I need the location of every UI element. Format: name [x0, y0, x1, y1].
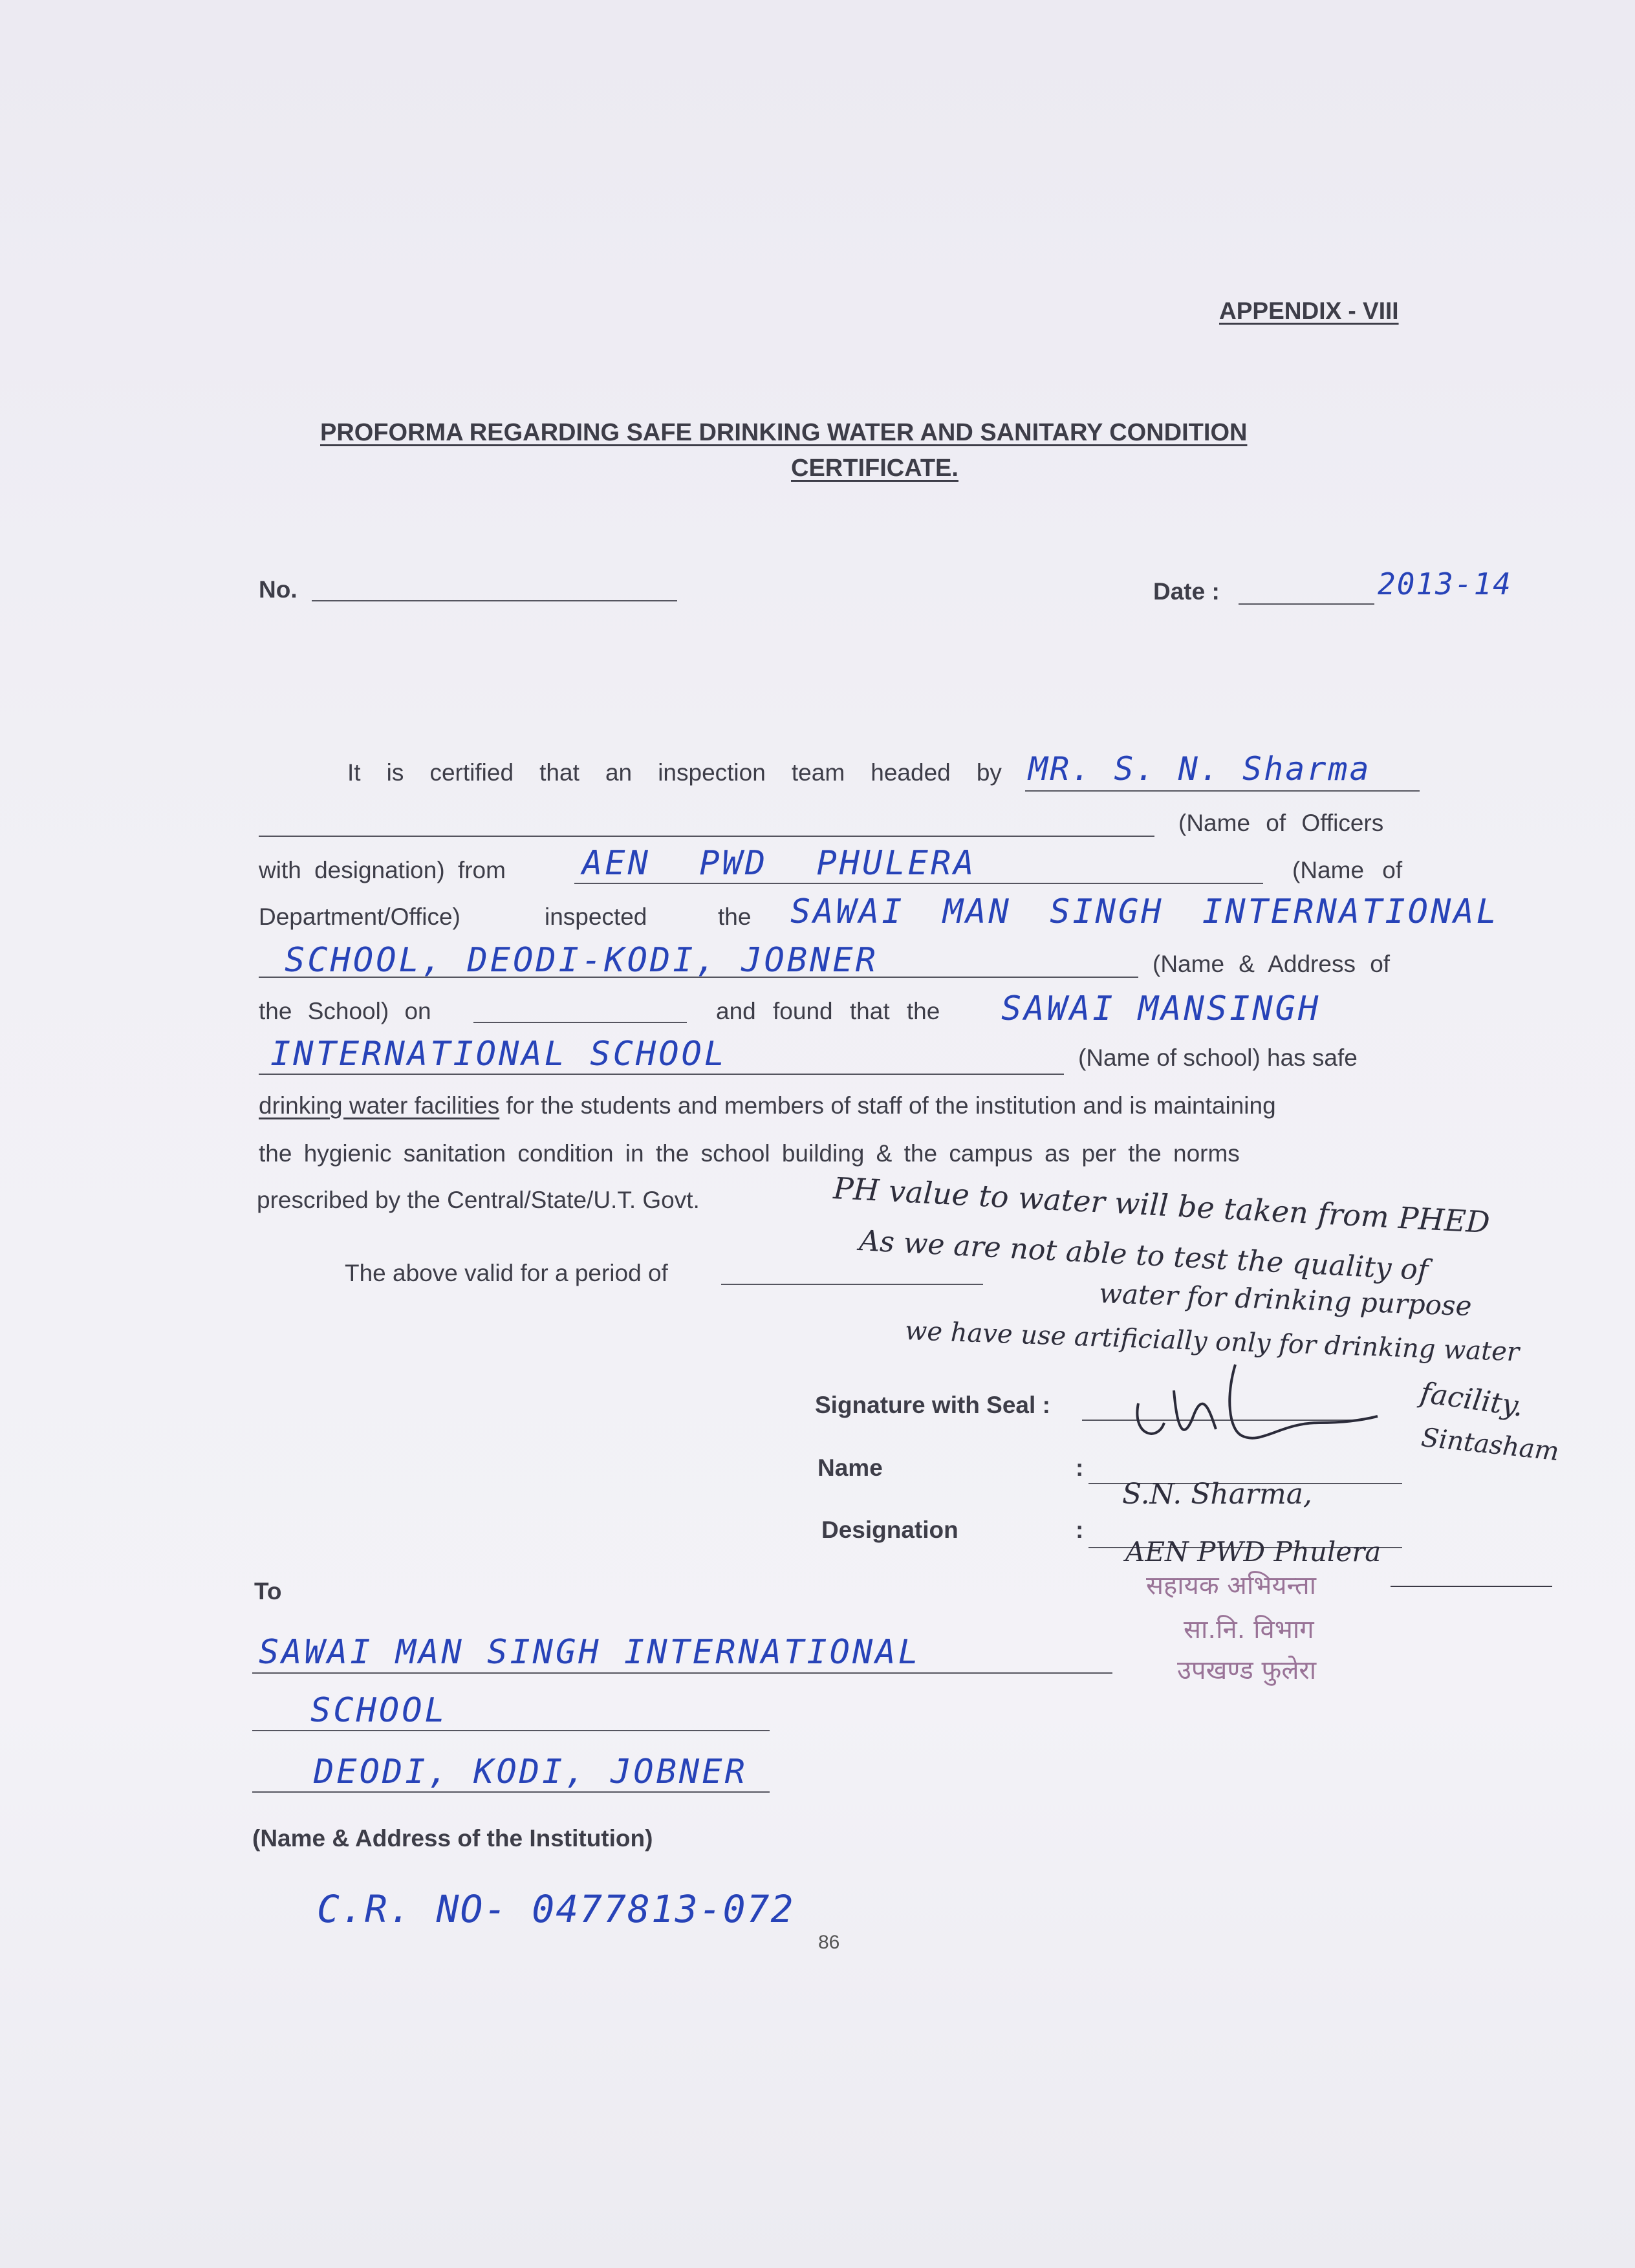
form-title-line1: PROFORMA REGARDING SAFE DRINKING WATER AND SANITARY CONDITION [320, 419, 1248, 446]
no-field-line [312, 600, 677, 601]
designation-from-label: with designation) from [259, 857, 506, 883]
signature-label: Signature with Seal : [815, 1392, 1050, 1418]
department-office-label: Department/Office) [259, 903, 460, 930]
designation-label: Designation [821, 1517, 958, 1543]
page-number: 86 [818, 1932, 840, 1953]
drinking-water-facilities-text: drinking water facilities [259, 1092, 500, 1119]
address-line2: SCHOOL [310, 1691, 448, 1730]
to-label: To [254, 1578, 282, 1604]
address-line3: DEODI, KODI, JOBNER [314, 1753, 748, 1791]
date-value: 2013-14 [1378, 567, 1512, 601]
word: team [791, 759, 845, 786]
school-name-value-line2: INTERNATIONAL SCHOOL [270, 1035, 728, 1074]
word: an [605, 759, 633, 786]
name-of-school-label: (Name of school) has safe [1078, 1044, 1358, 1071]
valid-period-field-line [721, 1284, 983, 1285]
seal-stamp-line1: सहायक अभियन्ता [1146, 1571, 1316, 1601]
officer-field-line [1025, 790, 1420, 792]
word: that [539, 759, 579, 786]
handwritten-note-line4: we have use artificially only for drinking water [904, 1316, 1520, 1368]
word: certified [429, 759, 514, 786]
inspected-label: inspected [545, 903, 647, 930]
word: by [976, 759, 1002, 786]
signature-scribble-icon [1112, 1352, 1384, 1462]
word: is [386, 759, 404, 786]
handwritten-note-line1: PH value to water will be taken from PHED [832, 1171, 1491, 1240]
school-name-field-line [259, 1074, 1064, 1075]
handwritten-note-line2: As we are not able to test the quality of [858, 1224, 1429, 1288]
the-label: the [718, 903, 752, 930]
para-line8-rest: for the students and members of staff of the institution and is maintaining [506, 1092, 1276, 1119]
para-line9: the hygienic sanitation condition in the school building & the campus as per the norms [259, 1140, 1240, 1167]
address-caption: (Name & Address of the Institution) [252, 1825, 653, 1852]
seal-stamp-line3: उपखण्ड फुलेरा [1177, 1656, 1317, 1685]
address-line3-rule [252, 1791, 770, 1793]
name-of-officers-label: (Name of Officers [1178, 810, 1384, 836]
appendix-label: APPENDIX - VIII [1219, 297, 1399, 324]
handwritten-initials: Sintasham [1420, 1423, 1561, 1467]
handwritten-note-line5: facility. [1418, 1376, 1526, 1423]
inspection-date-field-line [473, 1022, 687, 1023]
found-that-label: and found that the [716, 998, 940, 1024]
valid-period-label: The above valid for a period of [345, 1260, 668, 1286]
address-line1: SAWAI MAN SINGH INTERNATIONAL [259, 1633, 921, 1672]
seal-stamp-line2: सा.नि. विभाग [1184, 1615, 1314, 1645]
cr-number: C.R. NO- 0477813-072 [317, 1887, 795, 1931]
para-line1 [347, 759, 1002, 786]
address-line1-rule [252, 1672, 1112, 1674]
department-value: AEN PWD PHULERA [582, 844, 977, 883]
officer-name-value: MR. S. N. Sharma [1028, 750, 1371, 788]
school-value-line1: SAWAI MAN SINGH INTERNATIONAL [790, 892, 1499, 931]
word: inspection [658, 759, 766, 786]
word: It [347, 759, 361, 786]
date-field-line [1239, 603, 1374, 605]
signatory-name-value: S.N. Sharma, [1122, 1478, 1312, 1511]
school-name-value-line1: SAWAI MANSINGH [1001, 989, 1321, 1028]
name-colon: : [1076, 1454, 1084, 1481]
no-label: No. [259, 576, 298, 603]
date-label: Date : [1153, 578, 1220, 605]
designation-colon: : [1076, 1517, 1084, 1543]
name-label: Name [817, 1454, 883, 1481]
department-field-line [574, 883, 1263, 884]
name-of-label: (Name of [1292, 857, 1403, 883]
signature-underline [1391, 1586, 1552, 1587]
school-value-line2: SCHOOL, DEODI-KODI, JOBNER [285, 941, 878, 980]
para-line8 [259, 1092, 1276, 1119]
para-line10: prescribed by the Central/State/U.T. Govt. [257, 1187, 700, 1213]
designation-value: AEN PWD Phulera [1125, 1536, 1381, 1568]
form-title-line2: CERTIFICATE. [791, 455, 958, 482]
officer-field-line2 [259, 836, 1154, 837]
address-line2-rule [252, 1730, 770, 1731]
handwritten-note-line3: water for drinking purpose [1098, 1277, 1473, 1323]
name-address-label: (Name & Address of [1153, 951, 1391, 977]
word: headed [871, 759, 951, 786]
school-on-label: the School) on [259, 998, 431, 1024]
